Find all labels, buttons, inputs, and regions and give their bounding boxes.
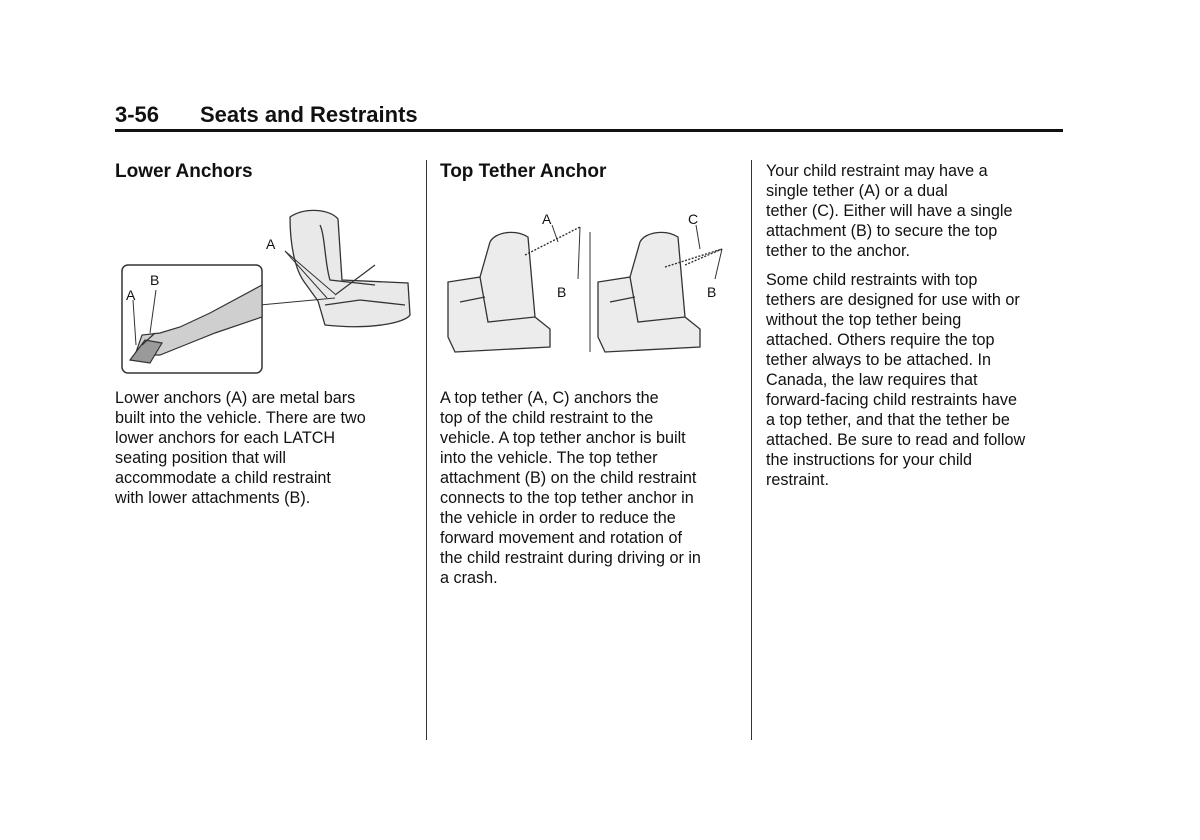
- label-a-inset: A: [126, 287, 136, 303]
- top-tether-column: [440, 158, 740, 186]
- label-a-seat: A: [266, 236, 276, 252]
- seat-dual-tether: [598, 232, 700, 352]
- section-title: Seats and Restraints: [200, 102, 418, 127]
- label-c-tether: C: [688, 211, 699, 227]
- right-paragraph-2: Some child restraints with top tethers are designed for use with or without the top tether being attached. Others require the top tether always to be attached. In Canada, the law requires that forward-facing child restraints have a top tether, and that the tether be attached. Be sure to read and follow the instructions for your child restraint.: [766, 271, 1026, 489]
- top-tether-body: [440, 388, 740, 588]
- single-tether-strap: [525, 227, 580, 255]
- page-header: [115, 100, 1063, 134]
- page-number: 3-56: [115, 102, 160, 127]
- lower-anchors-body: [115, 388, 410, 508]
- label-b-right: B: [707, 284, 717, 300]
- column-divider: [426, 160, 427, 740]
- right-paragraph-1: Your child restraint may have a single tether (A) or a dual tether (C). Either will have a single attachment (B) to secure the top tether to the anchor.: [766, 162, 1013, 260]
- header-rule: [115, 129, 1063, 132]
- child-seat-shell: [290, 210, 410, 326]
- label-a-tether: A: [542, 211, 552, 227]
- label-b-left: B: [557, 284, 567, 300]
- top-tether-heading: Top Tether Anchor: [440, 161, 607, 182]
- label-b-inset: B: [150, 272, 160, 288]
- lower-anchors-paragraph: Lower anchors (A) are metal bars built into the vehicle. There are two lower anchors for each LATCH seating position that will accommodate a child restraint with lower attachments (B).: [115, 389, 366, 507]
- lower-anchors-illustration: [120, 205, 412, 375]
- lower-anchors-column: [115, 158, 410, 186]
- right-column: [766, 161, 1066, 490]
- top-tether-illustration: [440, 207, 740, 357]
- top-tether-paragraph: A top tether (A, C) anchors the top of the child restraint to the vehicle. A top tether anchor is built into the vehicle. The top tether attachment (B) on the child restraint connects to the top tether anchor in the vehicle in order to reduce the forward movement and rotation of the child restraint during driving or in a crash.: [440, 389, 701, 587]
- lower-anchors-heading: Lower Anchors: [115, 161, 253, 182]
- column-divider: [751, 160, 752, 740]
